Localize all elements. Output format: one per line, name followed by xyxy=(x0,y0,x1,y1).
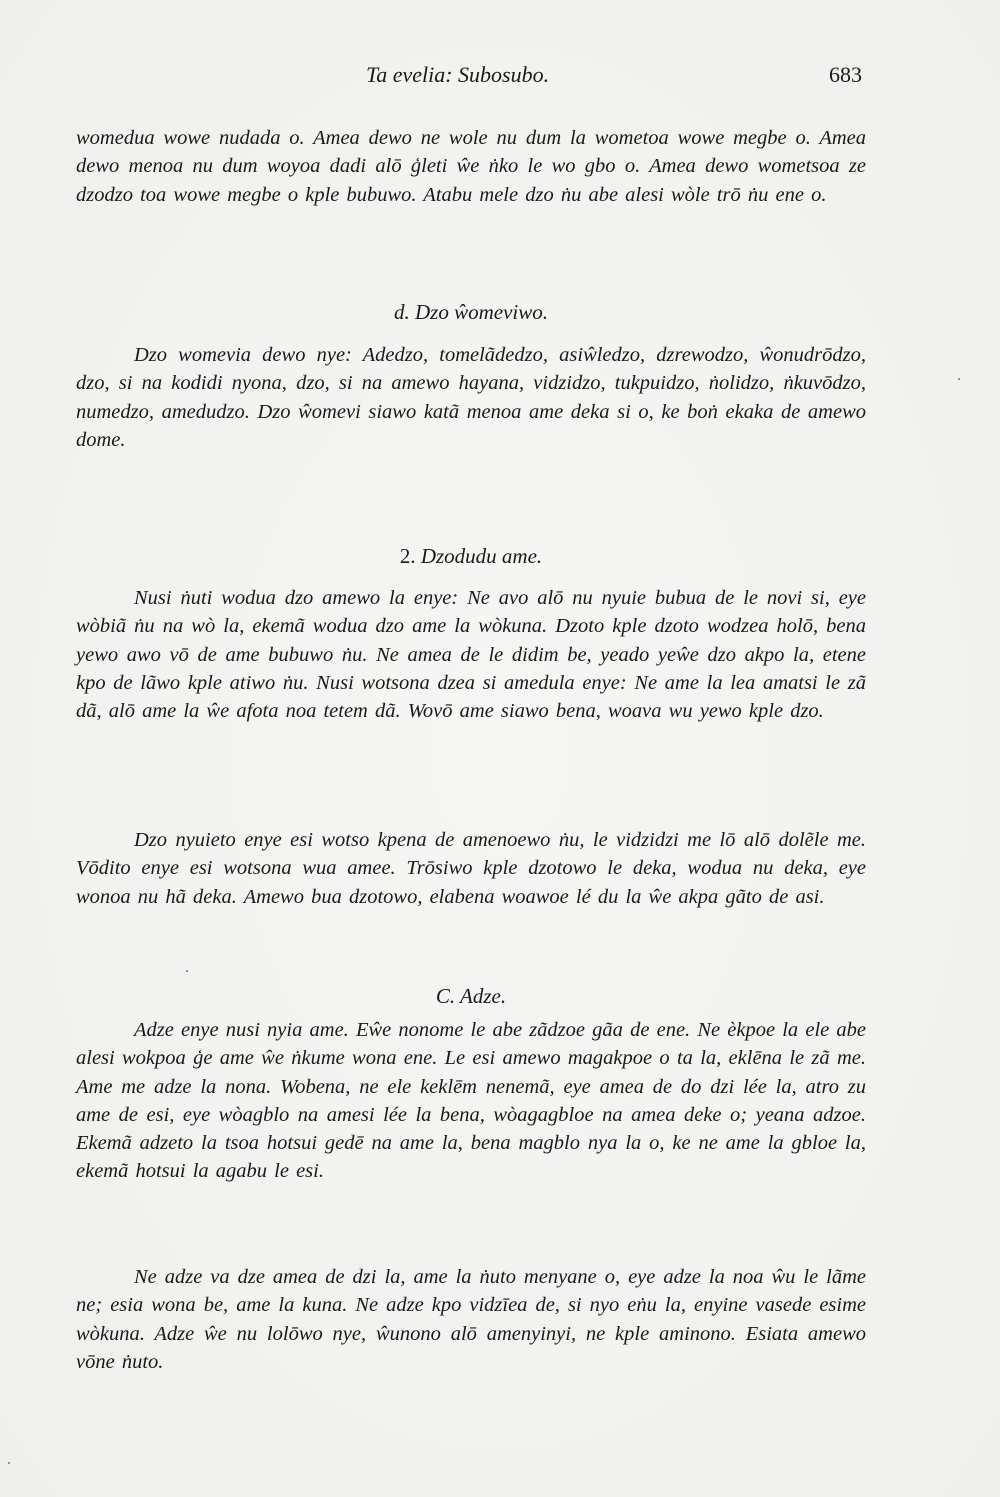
section-heading-d: d. Dzo ŵomeviwo. xyxy=(394,300,548,324)
paper-speck xyxy=(958,378,960,380)
running-title: Ta evelia: Subosubo. xyxy=(366,62,550,87)
section-number: 2. xyxy=(399,544,416,568)
page-number: 683 xyxy=(829,62,862,87)
paper-speck xyxy=(8,1462,10,1464)
paragraph-4: Dzo nyuieto enye esi wotso kpena de amenoewo ṅu, le vidzidzi me lō alō dolẽle me. Vōdito enye esi wotsona wua amee. Trōsiwo kple dzotowo le deka, wodua nu deka, eye wonoa nu hã deka. Amewo bua dzotowo, elabena woawoe lé du la ŵe akpa gãto de asi. xyxy=(76,829,866,908)
paragraph-6: Ne adze va dze amea de dzi la, ame la ṅuto menyane o, eye adze la noa ŵu le lãme ne; esia wona be, ame la kuna. Ne adze kpo vidzīea de, si nyo eṅu la, enyine vasede esime wòkuna. Adze ŵe nu lolōwo nye, ŵunono alō amenyinyi, ne kple aminono. Esiata amewo vōne ṅuto. xyxy=(76,1266,866,1373)
paragraph-3: Nusi ṅuti wodua dzo amewo la enye: Ne avo alō nu nyuie bubua de le novi si, eye wòbiã ṅu na wò la, ekemã wodua dzo ame la wòkuna. Dzoto kple dzoto wodzea holō, bena yewo awo vō de ame bubuwo ṅu. Ne amea de le didim be, yeado yeŵe dzo akpo la, etene kpo de lãwo kple atiwo ṅu. Nusi wotsona dzea si amedula enye: Ne ame la lea amatsi le zã dã, alō ame la ŵe afota noa tetem dã. Wovō ame siawo bena, woava wu yewo kple dzo. xyxy=(76,587,866,723)
paper-speck xyxy=(186,970,188,972)
section-title: Dzodudu ame. xyxy=(420,544,543,568)
paragraph-1: womedua wowe nudada o. Amea dewo ne wole nu dum la wometoa wowe megbe o. Amea dewo menoa nu dum woyoa dadi alō ģleti ŵe ṅko le wo gbo o. Amea dewo wometsoa ze dzodzo toa wowe megbe o kple bubuwo. Atabu mele dzo ṅu abe alesi wòle trō ṅu ene o. xyxy=(76,127,866,206)
section-heading-2 xyxy=(76,544,866,569)
paragraph-2: Dzo womevia dewo nye: Adedzo, tomelãdedzo, asiŵledzo, dzrewodzo, ŵonudrōdzo, dzo, si na kodidi nyona, dzo, si na amewo hayana, vidzidzo, tukpuidzo, ṅolidzo, ṅkuvōdzo, numedzo, amedudzo. Dzo ŵomevi siawo katã menoa ame deka si o, ke boṅ ekaka de amewo dome. xyxy=(76,344,866,451)
paragraph-5: Adze enye nusi nyia ame. Eŵe nonome le abe zãdzoe gãa de ene. Ne èkpoe la ele abe alesi wokpoa ģe ame ŵe ṅkume wona ene. Le esi amewo magakpoe o ta la, eklēna le zã me. Ame me adze la nona. Wobena, ne ele keklēm nenemã, eye amea de do dzi lée la, atro zu ame de esi, eye wòagblo na amesi lée la bena, wòagagbloe na amea deke o; yeana adzoe. Ekemã adzeto la tsoa hotsui gedē na ame la, bena magblo nya la o, ke ne ame la gbloe la, ekemã hotsui la agabu le esi. xyxy=(76,1019,866,1183)
running-head xyxy=(76,62,862,92)
section-heading-c: C. Adze. xyxy=(435,984,507,1008)
